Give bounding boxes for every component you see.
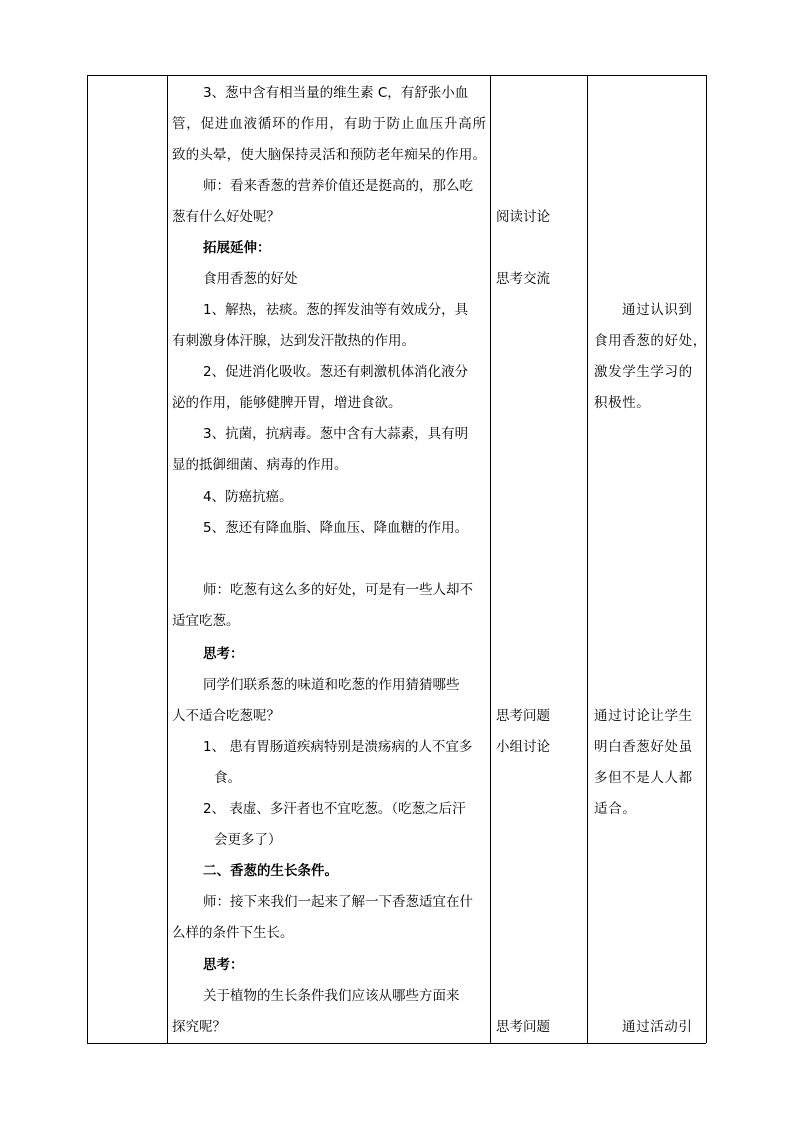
content-line: 1、 患有胃肠道疾病特别是溃疡病的人不宜多 — [203, 739, 473, 755]
content-line: 葱有什么好处呢？ — [172, 209, 280, 225]
table-col-border-1 — [87, 75, 88, 1043]
content-line: 1、解热，祛痰。葱的挥发油等有效成分，具 — [203, 302, 469, 318]
table-col-border-3 — [490, 75, 491, 1043]
content-line: 同学们联系葱的味道和吃葱的作用猜猜哪些 — [203, 677, 460, 693]
content-line: 人不适合吃葱呢？ — [172, 708, 280, 724]
content-line: 么样的条件下生长。 — [172, 925, 294, 941]
intent-line: 明白香葱好处虽 — [594, 739, 693, 755]
content-line: 会更多了） — [214, 832, 282, 848]
table-col-border-5 — [706, 75, 707, 1043]
content-line: 显的抵御细菌、病毒的作用。 — [172, 457, 348, 473]
content-line: 关于植物的生长条件我们应该从哪些方面来 — [203, 988, 460, 1004]
content-line: 有刺激身体汗腺，达到发汗散热的作用。 — [172, 333, 415, 349]
content-line: 5、葱还有降血脂、降血压、降血糖的作用。 — [203, 520, 469, 536]
content-line: 2、 表虚、多汗者也不宜吃葱。（吃葱之后汗 — [203, 801, 466, 817]
content-line: 食用香葱的好处 — [203, 271, 298, 287]
section-heading: 二、香葱的生长条件。 — [203, 863, 338, 879]
content-line: 适宜吃葱。 — [172, 613, 240, 629]
content-line: 泌的作用，能够健脾开胃，增进食欲。 — [172, 395, 402, 411]
section-heading: 拓展延伸： — [203, 240, 271, 256]
section-heading: 思考： — [203, 957, 244, 973]
intent-line: 积极性。 — [594, 395, 651, 411]
table-top-border — [87, 75, 706, 76]
activity-label: 阅读讨论 — [496, 209, 550, 225]
content-line: 师：接下来我们一起来了解一下香葱适宜在什 — [203, 894, 473, 910]
content-line: 3、抗菌，抗病毒。葱中含有大蒜素，具有明 — [203, 426, 469, 442]
content-line: 2、促进消化吸收。葱还有刺激机体消化液分 — [203, 364, 469, 380]
intent-line: 通过认识到 — [622, 302, 693, 318]
activity-label: 小组讨论 — [496, 739, 550, 755]
table-bottom-border — [87, 1043, 706, 1044]
content-line: 致的头晕，使大脑保持灵活和预防老年痴呆的作用。 — [172, 147, 486, 163]
intent-line: 适合。 — [594, 801, 637, 817]
table-col-border-4 — [587, 75, 588, 1043]
activity-label: 思考交流 — [496, 271, 550, 287]
content-line: 食。 — [214, 770, 241, 786]
intent-line: 通过讨论让学生 — [594, 708, 693, 724]
section-heading: 思考： — [203, 646, 244, 662]
activity-label: 思考问题 — [496, 708, 550, 724]
content-line: 师：吃葱有这么多的好处，可是有一些人却不 — [203, 582, 473, 598]
content-line: 3、葱中含有相当量的维生素 C，有舒张小血 — [203, 85, 469, 101]
table-col-border-2 — [167, 75, 168, 1043]
content-line: 4、防癌抗癌。 — [203, 489, 293, 505]
intent-line: 激发学生学习的 — [594, 364, 693, 380]
activity-label: 思考问题 — [496, 1019, 550, 1035]
content-line: 管，促进血液循环的作用，有助于防止血压升高所 — [172, 116, 486, 132]
intent-line: 食用香葱的好处， — [594, 333, 707, 349]
intent-line: 通过活动引 — [622, 1019, 693, 1035]
content-line: 师：看来香葱的营养价值还是挺高的，那么吃 — [203, 178, 473, 194]
intent-line: 多但不是人人都 — [594, 770, 693, 786]
content-line: 探究呢？ — [172, 1019, 226, 1035]
